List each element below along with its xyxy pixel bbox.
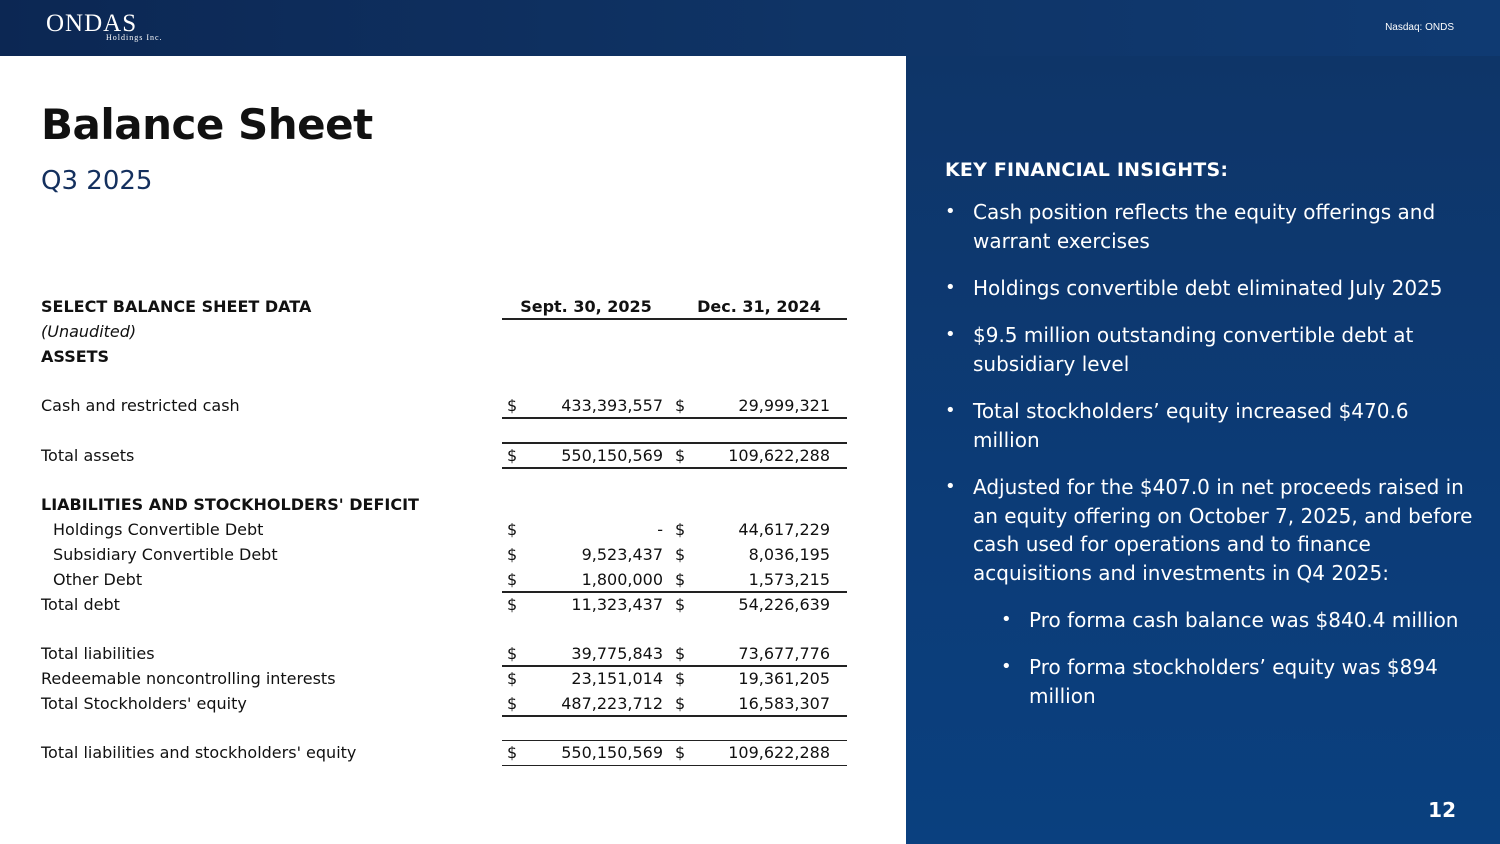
value-dec-2024: 8,036,195 — [748, 544, 830, 564]
insights-panel — [906, 56, 1500, 844]
balance-sheet-table — [41, 295, 847, 766]
table-row — [41, 667, 847, 692]
currency-symbol: $ — [675, 445, 686, 465]
currency-symbol: $ — [507, 569, 518, 589]
value-dec-2024: 109,622,288 — [728, 743, 830, 763]
value-dec-2024: 1,573,215 — [748, 569, 830, 589]
slide-title: Balance Sheet — [41, 100, 373, 149]
currency-symbol: $ — [507, 520, 518, 540]
currency-symbol: $ — [507, 445, 518, 465]
currency-symbol: $ — [507, 743, 518, 763]
bullet-icon: • — [945, 324, 956, 346]
unaudited-label: (Unaudited) — [41, 321, 137, 341]
table-heading: SELECT BALANCE SHEET DATA — [41, 297, 312, 316]
slide-subtitle: Q3 2025 — [41, 166, 153, 196]
spacer-row — [41, 617, 847, 642]
bullet-icon: • — [945, 276, 956, 298]
value-sept-2025: 9,523,437 — [581, 544, 663, 564]
currency-symbol: $ — [507, 396, 518, 416]
row-label: Total Stockholders' equity — [41, 693, 247, 713]
balance-sheet-panel — [0, 56, 906, 844]
assets-heading: ASSETS — [41, 346, 110, 366]
table-row — [41, 593, 847, 618]
row-label: Redeemable noncontrolling interests — [41, 668, 336, 688]
insight-text: Pro forma cash balance was $840.4 million — [1029, 608, 1459, 633]
insight-text: Pro forma stockholders’ equity was $894 million — [1029, 655, 1438, 709]
bullet-icon: • — [945, 400, 956, 422]
insight-text: Cash position reflects the equity offerings and warrant exercises — [973, 200, 1436, 253]
table-row — [41, 741, 847, 766]
currency-symbol: $ — [675, 569, 686, 589]
currency-symbol: $ — [507, 693, 518, 713]
value-sept-2025: 1,800,000 — [581, 569, 663, 589]
row-label: Other Debt — [53, 569, 143, 589]
table-row — [41, 394, 847, 419]
insights-heading: KEY FINANCIAL INSIGHTS: — [945, 159, 1229, 181]
value-dec-2024: 29,999,321 — [738, 396, 830, 416]
insight-item — [945, 321, 1475, 378]
insight-text: Total stockholders’ equity increased $470.6 million — [973, 399, 1409, 452]
table-row — [41, 543, 847, 568]
ticker-label: Nasdaq: ONDS — [1385, 22, 1454, 33]
row-rule — [502, 765, 847, 767]
currency-symbol: $ — [507, 668, 518, 688]
logo-wordmark: ONDAS — [46, 10, 138, 37]
currency-symbol: $ — [507, 594, 518, 614]
insight-item — [945, 397, 1475, 454]
ondas-logo — [46, 10, 163, 42]
spacer-row — [41, 469, 847, 494]
value-dec-2024: 44,617,229 — [738, 520, 830, 540]
currency-symbol: $ — [507, 644, 518, 664]
table-row — [41, 692, 847, 717]
table-header-row — [41, 295, 847, 320]
bullet-icon: • — [1001, 609, 1012, 631]
currency-symbol: $ — [675, 668, 686, 688]
insight-item — [945, 274, 1475, 303]
row-label: Total liabilities — [41, 644, 155, 664]
currency-symbol: $ — [675, 693, 686, 713]
currency-symbol: $ — [675, 644, 686, 664]
value-sept-2025: 11,323,437 — [571, 594, 663, 614]
currency-symbol: $ — [675, 594, 686, 614]
insight-text: Holdings convertible debt eliminated July 2025 — [973, 275, 1443, 300]
currency-symbol: $ — [675, 396, 686, 416]
currency-symbol: $ — [675, 743, 686, 763]
table-row — [41, 642, 847, 667]
value-sept-2025: 23,151,014 — [571, 668, 663, 688]
currency-symbol: $ — [675, 544, 686, 564]
value-sept-2025: 39,775,843 — [571, 644, 663, 664]
insight-text: Adjusted for the $407.0 in net proceeds raised in an equity offering on October 7, 2025, and before cash used for operations and to finance acquisitions and investments in Q4 2025: — [973, 474, 1473, 586]
row-label: Total assets — [41, 445, 135, 465]
value-dec-2024: 109,622,288 — [728, 445, 830, 465]
bullet-icon: • — [945, 475, 956, 497]
value-dec-2024: 19,361,205 — [738, 668, 830, 688]
insights-list — [945, 198, 1475, 729]
value-dec-2024: 54,226,639 — [738, 594, 830, 614]
row-label: Cash and restricted cash — [41, 396, 240, 416]
value-sept-2025: - — [657, 520, 663, 540]
liabilities-heading-row — [41, 493, 847, 518]
value-sept-2025: 550,150,569 — [561, 445, 663, 465]
row-label: Total liabilities and stockholders' equity — [41, 743, 357, 763]
unaudited-row — [41, 320, 847, 345]
value-dec-2024: 16,583,307 — [738, 693, 830, 713]
page-number: 12 — [1428, 798, 1456, 822]
table-row — [41, 518, 847, 543]
insight-item — [945, 198, 1475, 255]
spacer-row — [41, 419, 847, 444]
insight-text: $9.5 million outstanding convertible debt at subsidiary level — [973, 323, 1414, 376]
value-sept-2025: 487,223,712 — [561, 693, 663, 713]
currency-symbol: $ — [675, 520, 686, 540]
spacer-row — [41, 717, 847, 742]
value-sept-2025: 550,150,569 — [561, 743, 663, 763]
value-dec-2024: 73,677,776 — [738, 644, 830, 664]
row-label: Subsidiary Convertible Debt — [53, 544, 278, 564]
bullet-icon: • — [1001, 656, 1012, 678]
row-label: Holdings Convertible Debt — [53, 520, 264, 540]
table-row — [41, 568, 847, 593]
currency-symbol: $ — [507, 544, 518, 564]
column-header-sept-2025: Sept. 30, 2025 — [520, 297, 652, 316]
bullet-icon: • — [945, 201, 956, 222]
insight-item — [945, 473, 1475, 588]
value-sept-2025: 433,393,557 — [561, 396, 663, 416]
insight-subitem — [945, 653, 1475, 710]
insight-subitem — [945, 606, 1475, 635]
liabilities-heading: LIABILITIES AND STOCKHOLDERS' DEFICIT — [41, 495, 419, 515]
row-label: Total debt — [41, 594, 120, 614]
column-header-dec-2024: Dec. 31, 2024 — [697, 297, 821, 316]
table-row — [41, 444, 847, 469]
logo-subtext: Holdings Inc. — [106, 33, 163, 42]
top-banner — [0, 0, 1500, 56]
spacer-row — [41, 369, 847, 394]
assets-heading-row — [41, 345, 847, 370]
